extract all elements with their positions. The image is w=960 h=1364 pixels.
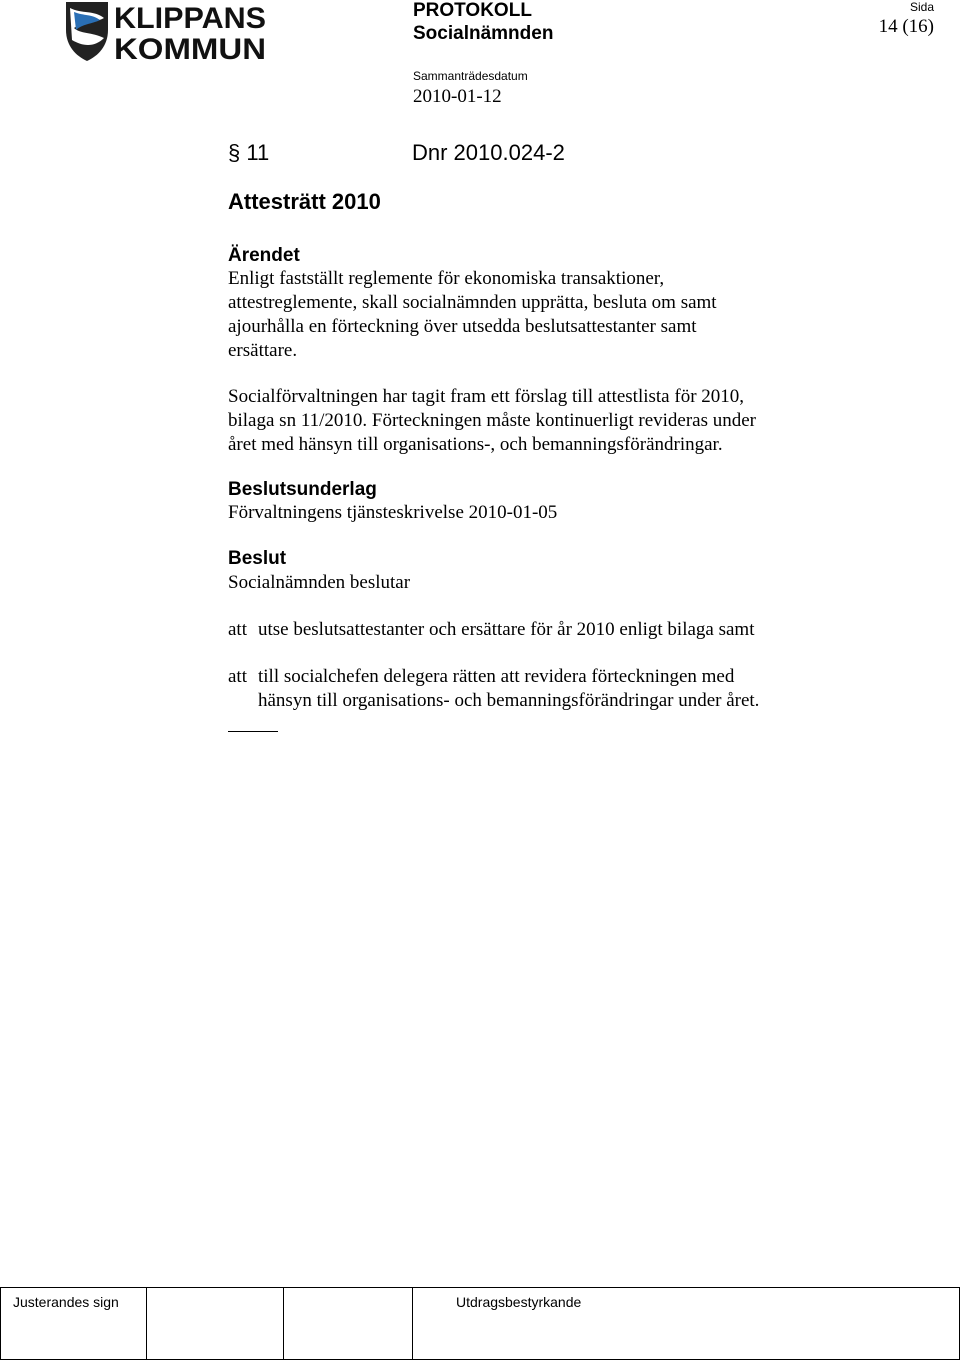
page-number: 14 (16) [878,16,934,37]
text-line: Enligt fastställt reglemente för ekonomiska transaktioner, [228,268,665,289]
text-line: attestreglemente, skall socialnämnden upprätta, besluta om samt [228,292,717,313]
decision-text: utse beslutsattestanter och ersättare för år 2010 enligt bilaga samt [258,619,755,640]
text-line: ajourhålla en förteckning över utsedda beslutsattestanter samt [228,316,697,337]
decision-item [228,618,848,642]
arendet-paragraph-2 [228,385,756,457]
section-number: § 11 [228,140,270,165]
beslut-intro: Socialnämnden beslutar [228,572,411,593]
beslutsunderlag-heading: Beslutsunderlag [228,479,377,500]
page-label: Sida [909,0,934,14]
justerandes-sign-box-2 [146,1287,284,1360]
justerandes-sign-box-1 [0,1287,147,1360]
logo-text-line1: KLIPPANS [114,2,266,35]
justerandes-sign-box-3 [283,1287,413,1360]
committee-name: Socialnämnden [413,23,554,44]
logo-text-line2: KOMMUN [114,33,266,62]
beslut-heading: Beslut [228,548,287,569]
arendet-heading: Ärendet [228,245,300,266]
decision-text: till socialchefen delegera rätten att revidera förteckningen med [258,666,735,687]
decision-item [228,665,848,713]
diary-number: Dnr 2010.024-2 [412,140,565,165]
utdragsbestyrkande-box [412,1287,960,1360]
arendet-paragraph-1 [228,267,717,363]
utdragsbestyrkande-label: Utdragsbestyrkande [456,1294,582,1310]
beslutsunderlag-text: Förvaltningens tjänsteskrivelse 2010-01-05 [228,502,558,523]
decision-text: hänsyn till organisations- och bemanningsförändringar under året. [258,690,760,711]
section-title: Attesträtt 2010 [228,189,381,214]
decision-label: att [228,666,247,687]
text-line: Socialförvaltningen har tagit fram ett förslag till attestlista för 2010, [228,386,745,407]
section-end-rule [228,731,278,732]
justerandes-sign-label: Justerandes sign [13,1294,119,1310]
text-line: bilaga sn 11/2010. Förteckningen måste kontinuerligt revideras under [228,410,757,431]
decision-label: att [228,619,247,640]
meeting-date: 2010-01-12 [413,86,502,107]
meeting-date-label: Sammanträdesdatum [413,69,528,83]
document-type: PROTOKOLL [413,0,532,21]
text-line: året med hänsyn till organisations-, och bemanningsförändringar. [228,434,723,455]
text-line: ersättare. [228,340,298,361]
signature-footer [0,1287,960,1362]
klippan-kommun-logo [64,0,269,62]
